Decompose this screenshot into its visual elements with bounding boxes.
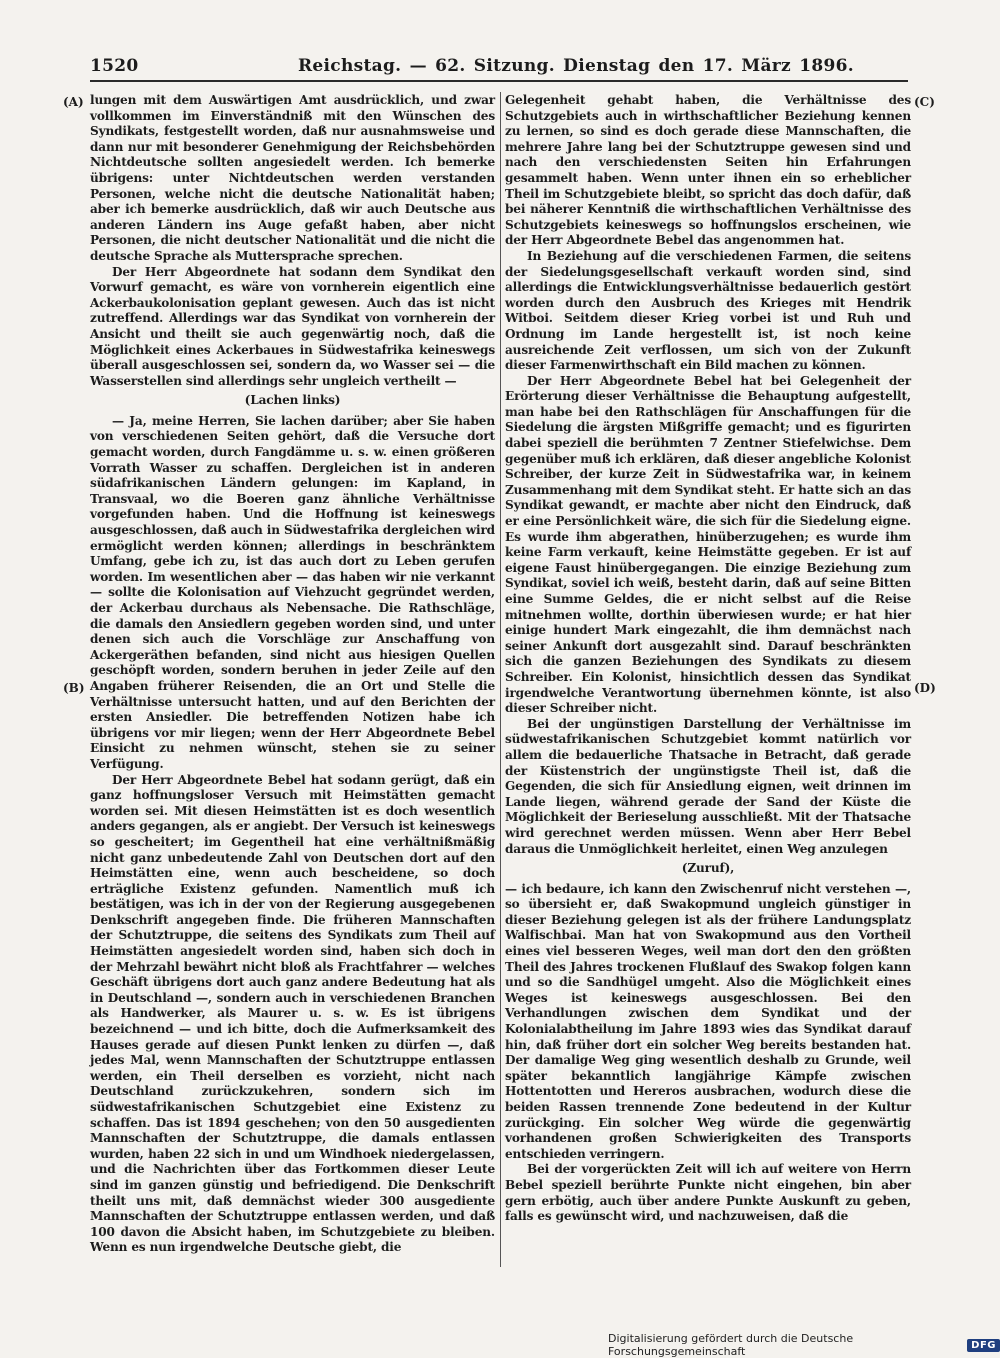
paragraph: In Beziehung auf die verschiedenen Farmen, die seitens der Siedelungsgesellschaft verkauft worden sind, sind allerdings die Entwicklungsverhältnisse bedauerlich gestört worden durch den Ausbruch des Krieges mit Hendrik Witboi. Seitdem dieser Krieg vorbei ist und Ruh und Ordnung im Lande hergestellt ist, ist noch keine ausreichende Zeit verflossen, um sich von der Zukunft dieser Farmenwirthschaft ein Bild machen zu können.	[505, 248, 911, 373]
paragraph: Der Herr Abgeordnete hat sodann dem Syndikat den Vorwurf gemacht, es wäre von vornherein eigentlich eine Ackerbaukolonisation geplant gewesen. Auch das ist nicht zutreffend. Allerdings war das Syndikat von vornherein der Ansicht und theilt sie auch gegenwärtig noch, daß die Möglichkeit eines Ackerbaues in Südwestafrika keineswegs überall ausgeschlossen sei, sondern da, wo Wasser sei — die Wasserstellen sind allerdings sehr ungleich vertheilt —	[90, 264, 495, 388]
header-rule	[90, 80, 908, 82]
page-number: 1520	[90, 56, 139, 76]
margin-marker-a: (A)	[63, 95, 84, 109]
paragraph: Gelegenheit gehabt haben, die Verhältnisse des Schutzgebiets auch in wirthschaftlicher Beziehung kennen zu lernen, so sind es doch gerade diese Mannschaften, die mehrere Jahre lang bei der Schutztruppe gewesen sind und nach den verschiedensten Seiten hin Erfahrungen gesammelt haben. Wenn unter ihnen ein so erheblicher Theil im Schutzgebiete bleibt, so spricht das doch dafür, daß bei näherer Kenntniß die wirthschaftlichen Verhältnisse des Schutzgebiets keineswegs so hoffnungslos erscheinen, wie der Herr Abgeordnete Bebel das angenommen hat.	[505, 93, 911, 248]
interjection: (Zuruf),	[681, 861, 735, 876]
page-title: Reichstag. — 62. Sitzung. Dienstag den 17. März 1896.	[298, 56, 854, 76]
margin-marker-c: (C)	[914, 95, 935, 109]
dfg-logo: DFG	[967, 1339, 1000, 1352]
paragraph: Der Herr Abgeordnete Bebel hat sodann gerügt, daß ein ganz hoffnungsloser Versuch mit Heimstätten gemacht worden sei. Mit diesen Heimstätten ist es doch wesentlich anders gegangen, als er angiebt. Der Versuch ist keineswegs so gescheitert; im Gegentheil hat eine verhältnißmäßig nicht ganz unbedeutende Zahl von Deutschen dort auf den Heimstätten eine, wenn auch bescheidene, so doch erträgliche Existenz gefunden. Namentlich muß ich bestätigen, was ich in der von der Regierung ausgegebenen Denkschrift angegeben finde. Die früheren Mannschaften der Schutztruppe, die seitens des Syndikats zum Theil auf Heimstätten angesiedelt worden sind, haben sich doch in der Mehrzahl bewährt nicht bloß als Frachtfahrer — welches Geschäft übrigens dort auch ganz andere Bedeutung hat als in Deutschland —, sondern auch in verschiedenen Branchen als Handwerker, als Maurer u. s. w. Es ist übrigens bezeichnend — und ich bitte, doch die Aufmerksamkeit des Hauses gerade auf diesen Punkt lenken zu dürfen —, daß jedes Mal, wenn Mannschaften der Schutztruppe entlassen werden, ein Theil derselben es vorzieht, nicht nach Deutschland zurückzukehren, sondern sich im südwestafrikanischen Schutzgebiet eine Existenz zu schaffen. Das ist 1894 geschehen; von den 50 ausgedienten Mannschaften der Schutztruppe, die damals entlassen wurden, haben 22 sich in und um Windhoek niedergelassen, und die Nachrichten über das Fortkommen dieser Leute sind im ganzen günstig und befriedigend. Die Denkschrift theilt uns mit, daß demnächst wieder 300 ausgediente Mannschaften der Schutztruppe entlassen werden, und daß 100 davon die Absicht haben, im Schutzgebiete zu bleiben. Wenn es nun irgendwelche Deutsche giebt, die	[90, 772, 495, 1255]
paragraph: Bei der ungünstigen Darstellung der Verhältnisse im südwestafrikanischen Schutzgebiet kommt natürlich vor allem die bedauerliche Thatsache in Betracht, daß gerade der Küstenstrich der ungünstigste Theil ist, daß die Gegenden, die sich für Ansiedlung eignen, weit drinnen im Lande liegen, während gerade der Sand der Küste die Möglichkeit der Berieselung ausschließt. Mit der Thatsache wird gerechnet werden müssen. Wenn aber Herr Bebel daraus die Unmöglichkeit herleitet, einen Weg anzulegen	[505, 716, 911, 856]
paragraph: lungen mit dem Auswärtigen Amt ausdrücklich, und zwar vollkommen im Einverständniß mit den Wünschen des Syndikats, festgestellt worden, daß nur ausnahmsweise und dann nur mit besonderer Genehmigung der Reichsbehörden Nichtdeutsche sollten angesiedelt werden. Ich bemerke übrigens: unter Nichtdeutschen werden verstanden Personen, welche nicht die deutsche Nationalität haben; aber ich bemerke ausdrücklich, daß wir auch Deutsche aus anderen Ländern ins Auge gefaßt haben, aber nicht Personen, die nicht deutscher Nationalität und die nicht die deutsche Sprache als Muttersprache sprechen.	[90, 93, 495, 263]
page-header	[90, 50, 908, 80]
paragraph: Bei der vorgerückten Zeit will ich auf weitere von Herrn Bebel speziell berührte Punkte nicht eingehen, bin aber gern erbötig, auch über andere Punkte Auskunft zu geben, falls es gewünscht wird, und nachzuweisen, daß die	[505, 1162, 911, 1224]
paragraph: — Ja, meine Herren, Sie lachen darüber; aber Sie haben von verschiedenen Seiten gehört, daß die Versuche dort gemacht worden, durch Fangdämme u. s. w. einen größeren Vorrath Wasser zu schaffen. Dergleichen ist in anderen südafrikanischen Ländern gelungen: im Kapland, in Transvaal, wo die Boeren ganz ähnliche Verhältnisse vorgefunden haben. Und die Hoffnung ist keineswegs ausgeschlossen, daß auch in Südwestafrika dergleichen wird ermöglicht werden können; allerdings in beschränktem Umfang, gebe ich zu, ist das auch dort zu Leben gerufen worden. Im wesentlichen aber — das haben wir nie verkannt — sollte die Kolonisation auf Viehzucht gegründet werden, der Ackerbau durchaus als Nebensache. Die Rathschläge, die damals den Ansiedlern gegeben worden sind, und unter denen sich auch die Vorschläge zur Anschaffung von Ackergeräthen befanden, sind nicht aus hiesigen Quellen geschöpft worden, sondern beruhen in jeder Zeile auf den Angaben früherer Reisenden, die an Ort und Stelle die Verhältnisse untersucht hatten, und auf den Berichten der ersten Ansiedler. Die betreffenden Notizen habe ich übrigens vor mir liegen; wenn der Herr Abgeordnete Bebel Einsicht zu nehmen wünscht, stehen sie zu seiner Verfügung.	[90, 413, 495, 771]
interjection: (Lachen links)	[244, 393, 341, 408]
left-column	[90, 93, 495, 1256]
column-separator	[500, 92, 501, 1267]
paragraph: Der Herr Abgeordnete Bebel hat bei Gelegenheit der Erörterung dieser Verhältnisse die Behauptung aufgestellt, man habe bei den Rathschlägen für Anschaffungen für die Siedelung die ärgsten Mißgriffe gemacht; und es figurirten dabei speziell die berühmten 7 Zentner Stiefelwichse. Dem gegenüber muß ich erklären, daß dieser angebliche Kolonist Schreiber, der kurze Zeit in Südwestafrika war, in keinem Zusammenhang mit dem Syndikat steht. Er hatte sich an das Syndikat gewandt, er machte aber nicht den Eindruck, daß er eine Persönlichkeit wäre, die sich für die Siedelung eigne. Es wurde ihm abgerathen, hinüberzugehen; es wurde ihm keine Farm verkauft, keine Heimstätte gegeben. Er ist auf eigene Faust hinübergegangen. Die einzige Beziehung zum Syndikat, soviel ich weiß, besteht darin, daß auf seine Bitten eine Summe Geldes, die er nicht selbst auf die Reise mitnehmen wollte, dorthin überwiesen wurde; er hat hier einige hundert Mark eingezahlt, die ihm demnächst nach seiner Ankunft dort ausgezahlt sind. Darauf beschränkten sich die ganzen Beziehungen des Syndikats zu diesem Schreiber. Ein Kolonist, hinsichtlich dessen das Syndikat irgendwelche Verantwortung übernehmen könnte, ist also dieser Schreiber nicht.	[505, 373, 911, 716]
paragraph: — ich bedaure, ich kann den Zwischenruf nicht verstehen —, so übersieht er, daß Swakopmund ungleich günstiger in dieser Beziehung gelegen ist als der frühere Landungsplatz Walfischbai. Man hat von Swakopmund aus den Vortheil eines viel besseren Weges, weil man dort den den größten Theil des Jahres trockenen Flußlauf des Swakop folgen kann und so die Sandhügel umgeht. Also die Möglichkeit eines Weges ist keineswegs ausgeschlossen. Bei den Verhandlungen zwischen dem Syndikat und der Kolonialabtheilung im Jahre 1893 wies das Syndikat darauf hin, daß früher dort ein solcher Weg bereits bestanden hat. Der damalige Weg ging wesentlich deshalb zu Grunde, weil später bekanntlich langjährige Kämpfe zwischen Hottentotten und Hereros ausbrachen, wodurch diese die beiden Rassen trennende Zone bedeutend in der Kultur zurückging. Ein solcher Weg würde die gegenwärtig vorhandenen großen Schwierigkeiten des Transports entschieden verringern.	[505, 881, 911, 1161]
right-column	[505, 93, 911, 1225]
digitization-credit	[608, 1332, 1000, 1358]
margin-marker-d: (D)	[914, 681, 936, 695]
credit-text: Digitalisierung gefördert durch die Deutsche Forschungsgemeinschaft	[608, 1332, 854, 1358]
margin-marker-b: (B)	[63, 681, 85, 695]
